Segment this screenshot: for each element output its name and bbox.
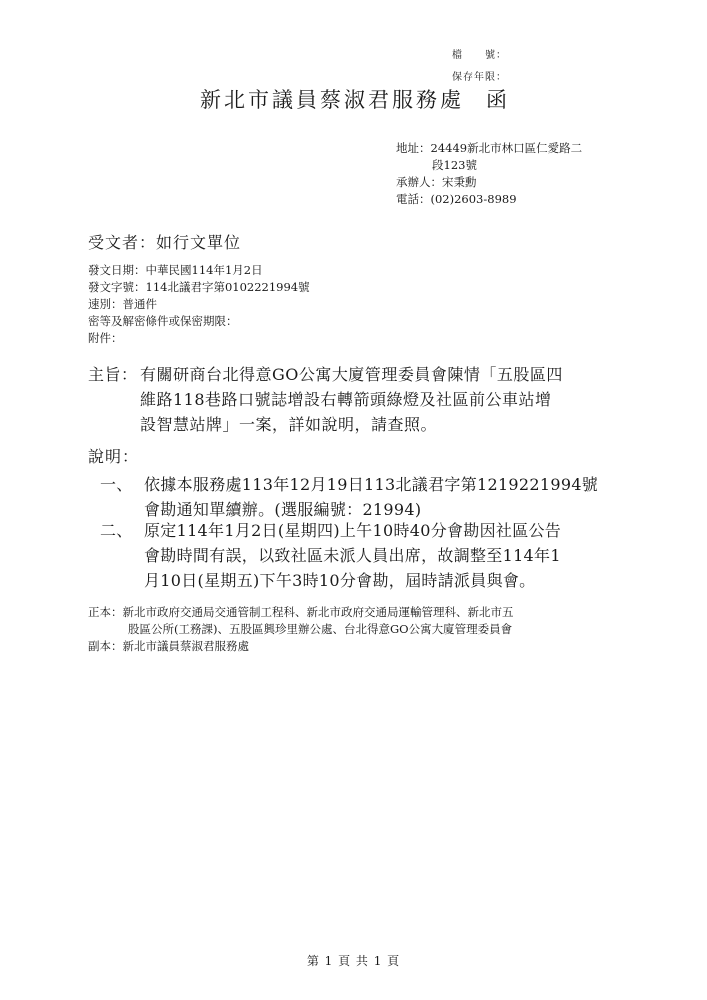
item-line: 原定114年1月2日(星期四)上午10時40分會勘因社區公告 xyxy=(144,521,562,540)
copy-recipients: 副本：新北市議員蔡淑君服務處 xyxy=(88,639,249,653)
recipient: 受文者：如行文單位 xyxy=(88,233,242,252)
retention-period-label: 保存年限： xyxy=(452,72,507,83)
issuance-info xyxy=(88,262,310,347)
address-line-1: 地址：24449新北市林口區仁愛路二 xyxy=(396,141,583,155)
main-recipients-line-2: 股區公所(工務課)、五股區興珍里辦公處、台北得意GO公寓大廈管理委員會 xyxy=(128,622,513,636)
item-line: 月10日(星期五)下午3時10分會勘，屆時請派員與會。 xyxy=(144,571,536,590)
file-number-label: 檔 號： xyxy=(452,50,507,61)
subject-line: 設智慧站牌」一案，詳如說明，請查照。 xyxy=(140,415,438,434)
distribution-block xyxy=(88,604,514,655)
subject-line: 有關研商台北得意GO公寓大廈管理委員會陳情「五股區四 xyxy=(140,365,563,384)
explanation-label: 說明： xyxy=(88,447,140,466)
explanation-item xyxy=(100,472,598,522)
security-level: 密等及解密條件或保密期限： xyxy=(88,314,238,328)
item-number: 二、 xyxy=(100,521,133,540)
item-line: 依據本服務處113年12月19日113北議君字第1219221994號 xyxy=(144,475,599,494)
page-number: 第 1 頁 共 1 頁 xyxy=(306,954,401,968)
contact-block xyxy=(396,140,582,208)
handler: 承辦人：宋秉勳 xyxy=(396,175,477,189)
explanation-item xyxy=(100,518,561,593)
issue-date: 發文日期：中華民國114年1月2日 xyxy=(88,263,263,277)
main-recipients-line-1: 正本：新北市政府交通局交通管制工程科、新北市政府交通局運輸管理科、新北市五 xyxy=(88,605,514,619)
attachments: 附件： xyxy=(88,331,123,345)
document-type: 函 xyxy=(486,88,510,112)
item-line: 會勘通知單續辦。(選服編號：21994) xyxy=(144,500,422,519)
item-number: 一、 xyxy=(100,475,133,494)
document-title xyxy=(200,84,510,114)
item-line: 會勘時間有誤，以致社區未派人員出席，故調整至114年1 xyxy=(144,546,561,565)
subject-section xyxy=(88,362,628,437)
issue-number: 發文字號：114北議君字第0102221994號 xyxy=(88,280,310,294)
subject-label: 主旨： xyxy=(88,365,138,384)
delivery-speed: 速別：普通件 xyxy=(88,297,157,311)
phone: 電話：(02)2603-8989 xyxy=(396,192,517,206)
address-line-2: 段123號 xyxy=(432,158,477,172)
office-name: 新北市議員蔡淑君服務處 xyxy=(200,88,464,112)
subject-line: 維路118巷路口號誌增設右轉箭頭綠燈及社區前公車站增 xyxy=(140,390,552,409)
